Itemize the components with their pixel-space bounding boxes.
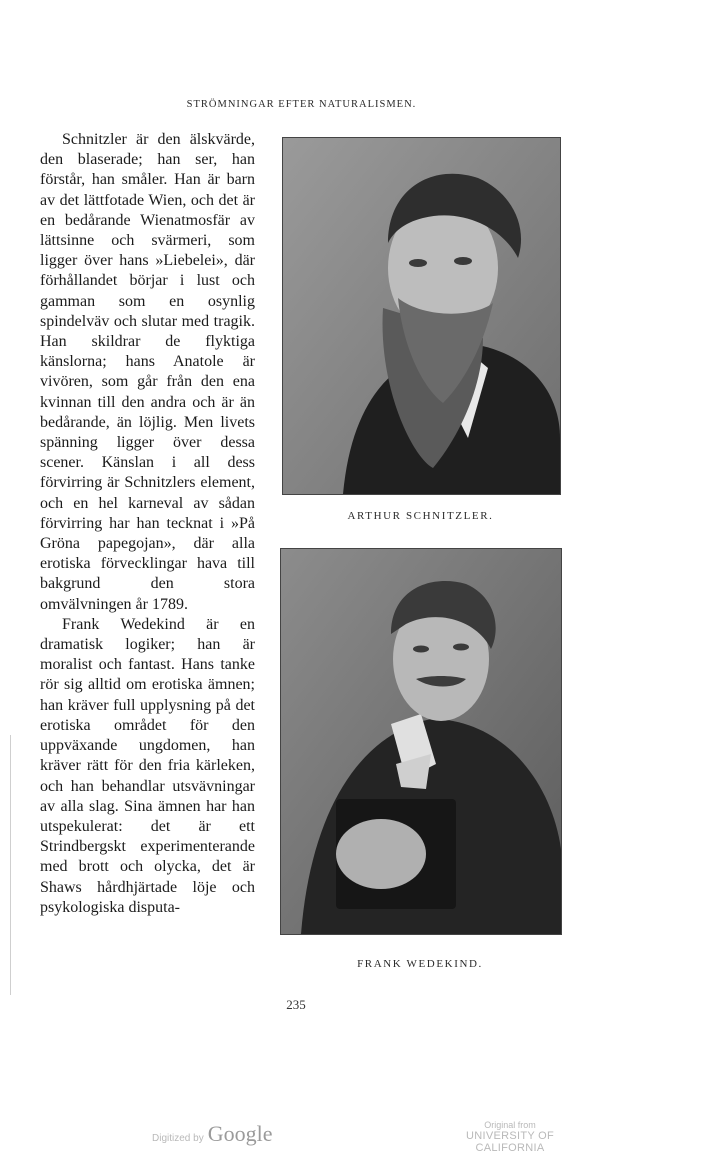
institution-name: UNIVERSITY OF CALIFORNIA <box>465 1130 555 1154</box>
running-head: STRÖMNINGAR EFTER NATURALISMEN. <box>186 99 417 110</box>
page-number: 235 <box>286 997 306 1012</box>
digitized-by-label: Digitized by <box>152 1133 204 1144</box>
portrait-arthur-schnitzler-image <box>283 138 560 494</box>
google-logo: Google <box>207 1121 273 1146</box>
caption-frank-wedekind: FRANK WEDEKIND. <box>357 958 483 970</box>
scan-edge-line <box>10 735 11 995</box>
original-from-label: Original from <box>484 1120 536 1130</box>
paragraph-schnitzler: Schnitzler är den älskvärde, den blaserade; han ser, han förstår, han småler. Han är barn av det lättfotade Wien, och det är en bedårande Wienatmosfär av lättsinne och svärmeri, som ligger över hans »Liebelei», där förhållandet börjar i lust och gamman som en osynlig spindelväv och slutar med tragik. Han skildrar de flyktiga känslorna; hans Anatole är vivören, som går från den ena kvinnan till den andra och är än bedårande, än löjlig. Men livets spänning ligger över dessa scener. Känslan i all dess förvirring är Schnitzlers element, och en hel karneval av sådan förvirring har han tecknat i »På Gröna papegojan», där alla erotiska förvecklingar hava till bakgrund den stora omvälvningen år 1789. <box>40 131 255 613</box>
original-from-watermark <box>430 1120 590 1154</box>
paragraph-wedekind: Frank Wedekind är en dramatisk logiker; han är moralist och fantast. Hans tanke rör sig alltid om erotiska ämnen; han kräver full upplysning på det erotiska området för den uppväxande ungdomen, han kräver rätt för den fria kärleken, och han behandlar utsvävningar av alla slag. Sina ämnen har han utspekulerat: det är ett Strindbergskt experimenterande med brott och olycka, det är Shaws hårdhjärtade löje och psykologiska disputa- <box>40 615 255 916</box>
portrait-arthur-schnitzler <box>282 137 561 495</box>
caption-arthur-schnitzler: ARTHUR SCHNITZLER. <box>347 510 494 522</box>
portrait-frank-wedekind-image <box>281 549 561 934</box>
body-text <box>40 130 255 918</box>
digitized-by-watermark <box>152 1121 272 1147</box>
portrait-frank-wedekind <box>280 548 562 935</box>
